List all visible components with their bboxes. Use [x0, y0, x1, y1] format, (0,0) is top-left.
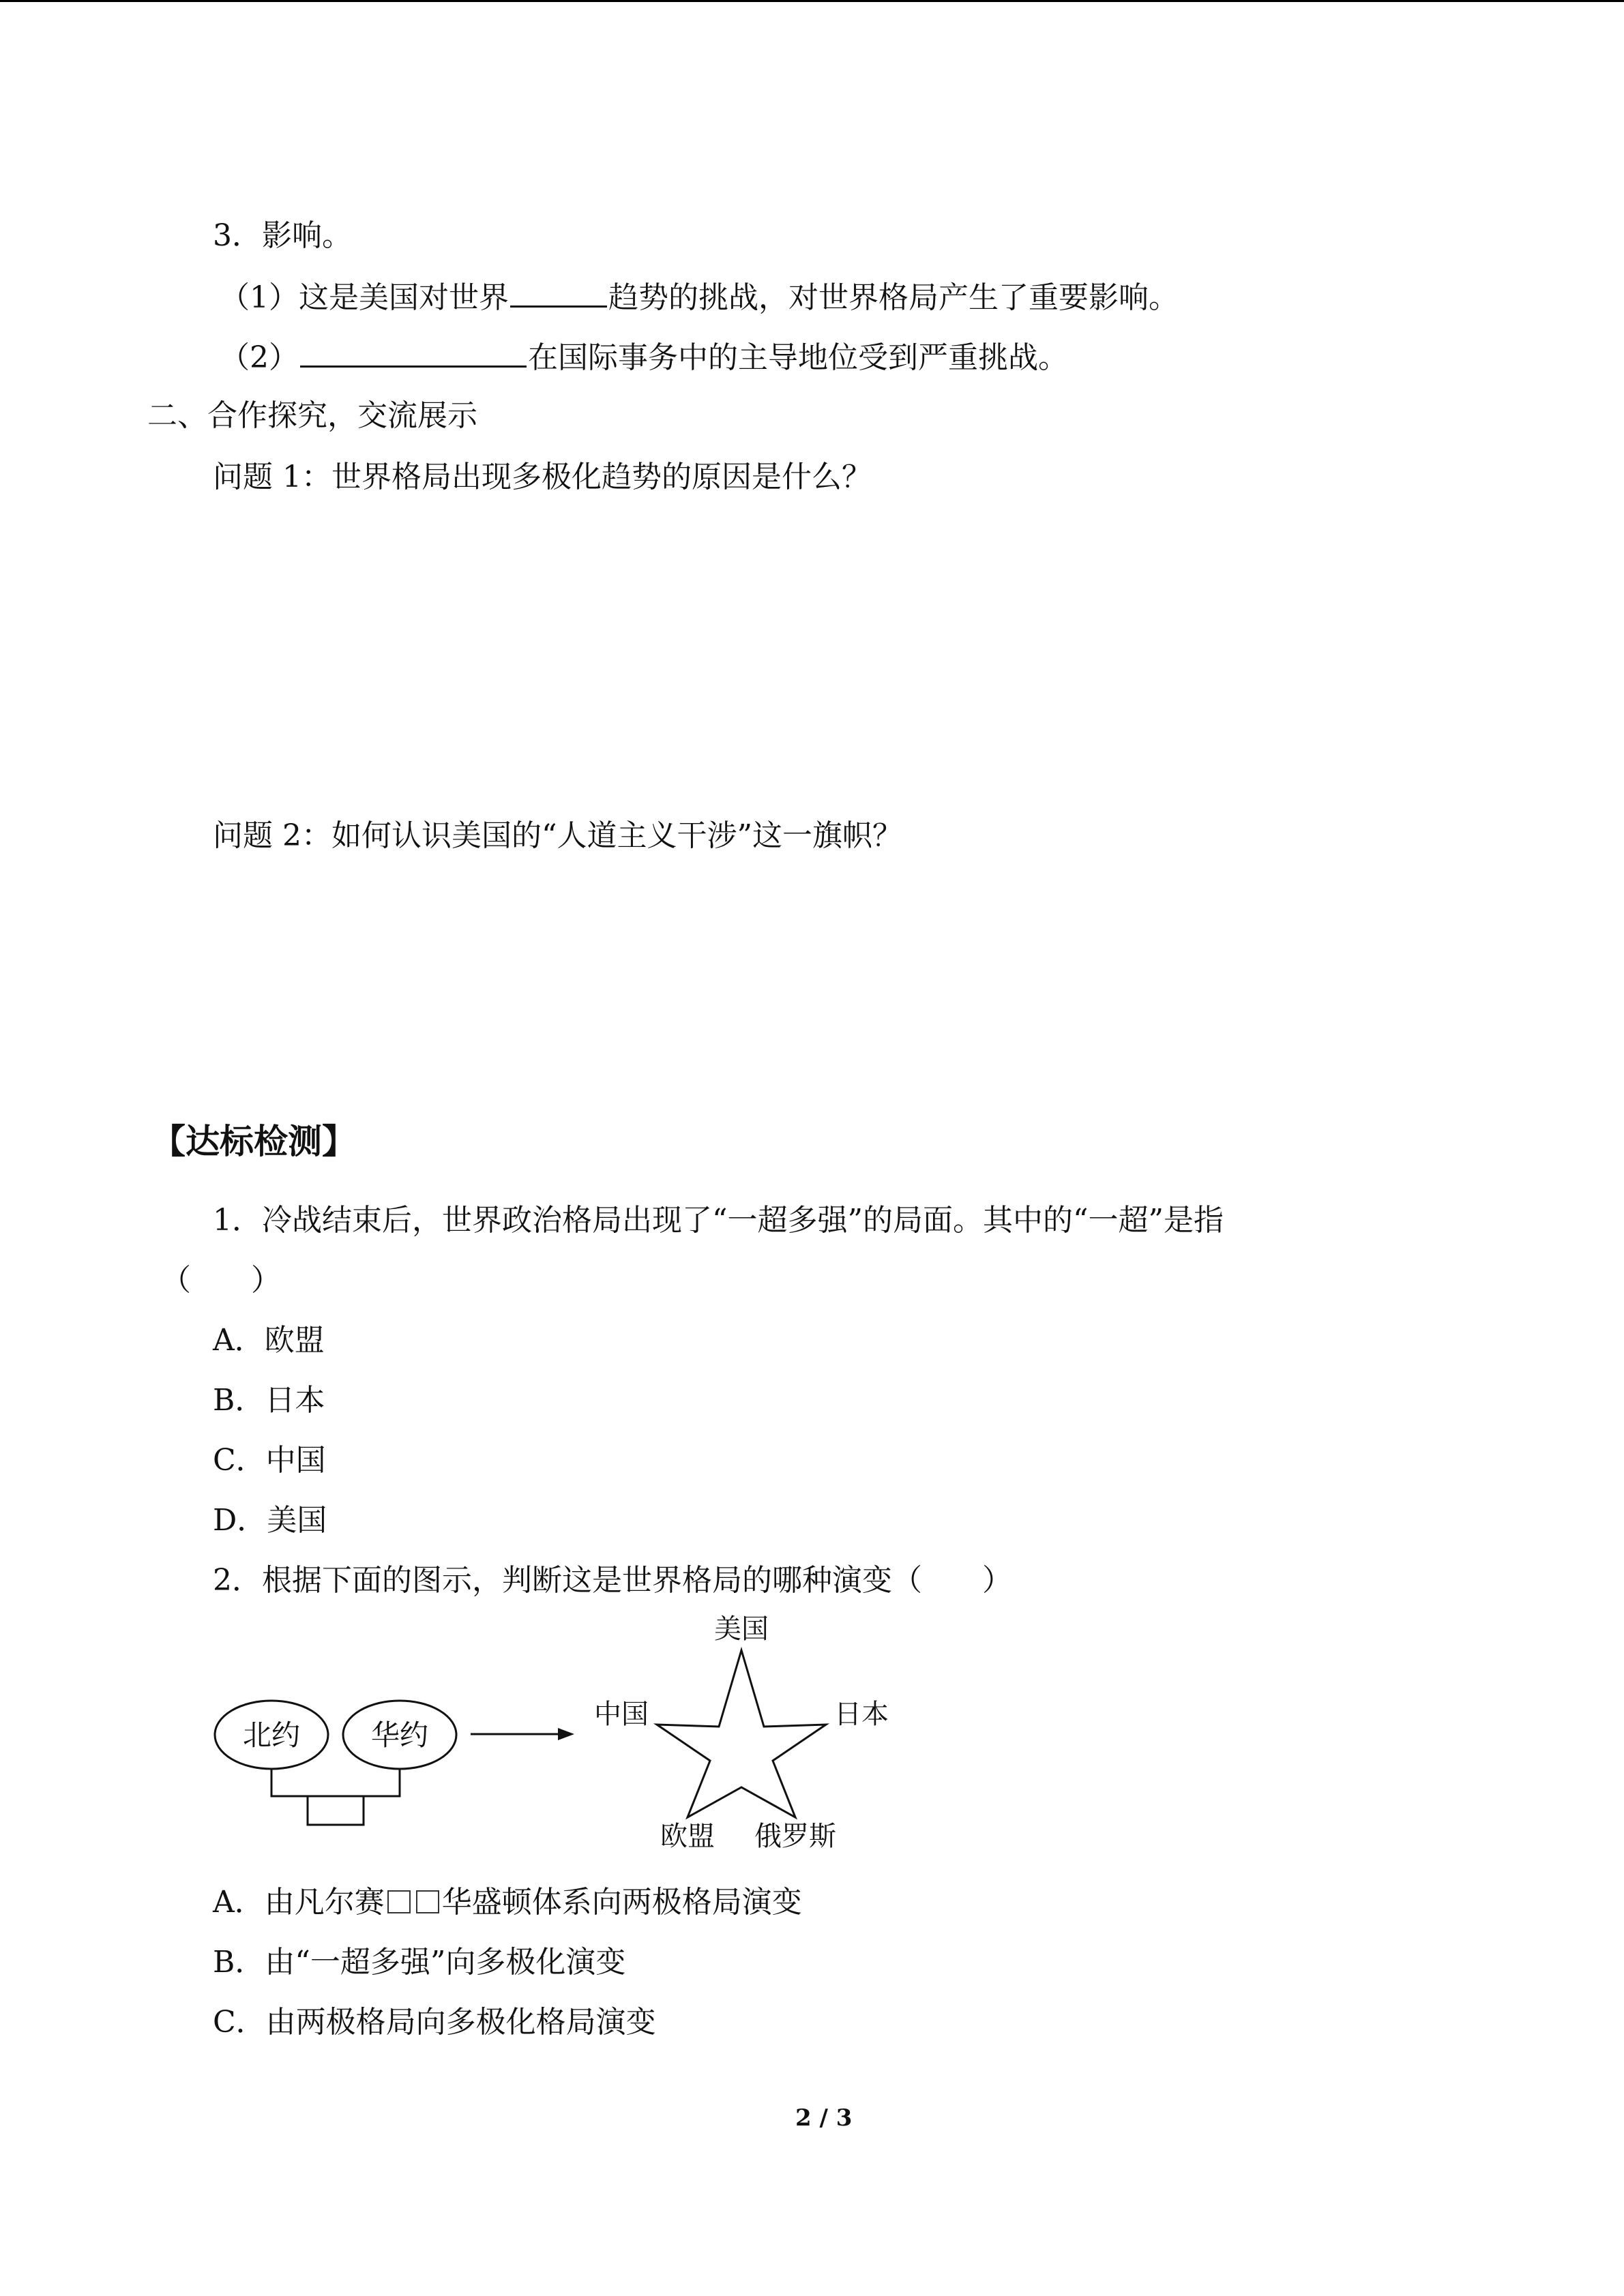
option-a-prefix: A．由凡尔赛 [213, 1885, 385, 1920]
star-label-usa: 美国 [714, 1613, 769, 1645]
star-label-japan: 日本 [834, 1699, 889, 1730]
arrow-head [558, 1728, 574, 1740]
item-2-prefix: （2） [220, 340, 299, 375]
star-label-eu: 欧盟 [660, 1821, 715, 1852]
page-number: 2 / 3 [795, 2104, 853, 2132]
item-2-suffix: 在国际事务中的主导地位受到严重挑战。 [528, 340, 1068, 375]
question-2: 问题 2：如何认识美国的“人道主义干涉”这一旗帜？ [213, 818, 902, 853]
test-q1-option-c[interactable]: C．中国 [213, 1443, 326, 1478]
option-a-suffix: 华盛顿体系向两极格局演变 [441, 1885, 802, 1920]
bracket-connector [271, 1769, 400, 1796]
test-q1-stem: 1．冷战结束后，世界政治格局出现了“一超多强”的局面。其中的“一超”是指 [213, 1203, 1224, 1238]
test-heading: 【达标检测】 [151, 1122, 356, 1161]
test-q1-option-a[interactable]: A．欧盟 [213, 1323, 325, 1358]
label-nato: 北约 [242, 1718, 301, 1752]
test-q1-option-b[interactable]: B．日本 [213, 1383, 325, 1418]
test-q1-option-d[interactable]: D．美国 [213, 1503, 327, 1538]
missing-glyph-box [387, 1890, 411, 1913]
test-q1-paren: （ ） [161, 1263, 281, 1298]
test-q2-option-c[interactable]: C．由两极格局向多极化格局演变 [213, 2005, 656, 2040]
item-1-prefix: （1）这是美国对世界 [220, 280, 509, 315]
test-q2-option-a[interactable] [213, 1882, 802, 1923]
test-q2-option-b[interactable]: B．由“一超多强”向多极化演变 [213, 1945, 626, 1980]
section-3-title: 3．影响。 [213, 218, 352, 253]
label-warsaw: 华约 [370, 1718, 429, 1752]
part-2-heading: 二、合作探究，交流展示 [147, 398, 477, 433]
test-q2-stem: 2．根据下面的图示，判断这是世界格局的哪种演变（ ） [213, 1563, 1012, 1598]
missing-glyph-box [416, 1890, 439, 1913]
bracket-box [308, 1796, 364, 1825]
item-1-suffix: 趋势的挑战，对世界格局产生了重要影响。 [608, 280, 1179, 315]
star-shape [657, 1650, 826, 1817]
question-1: 问题 1：世界格局出现多极化趋势的原因是什么？ [213, 460, 872, 494]
star-label-china: 中国 [594, 1699, 649, 1730]
star-label-russia: 俄罗斯 [754, 1821, 836, 1852]
